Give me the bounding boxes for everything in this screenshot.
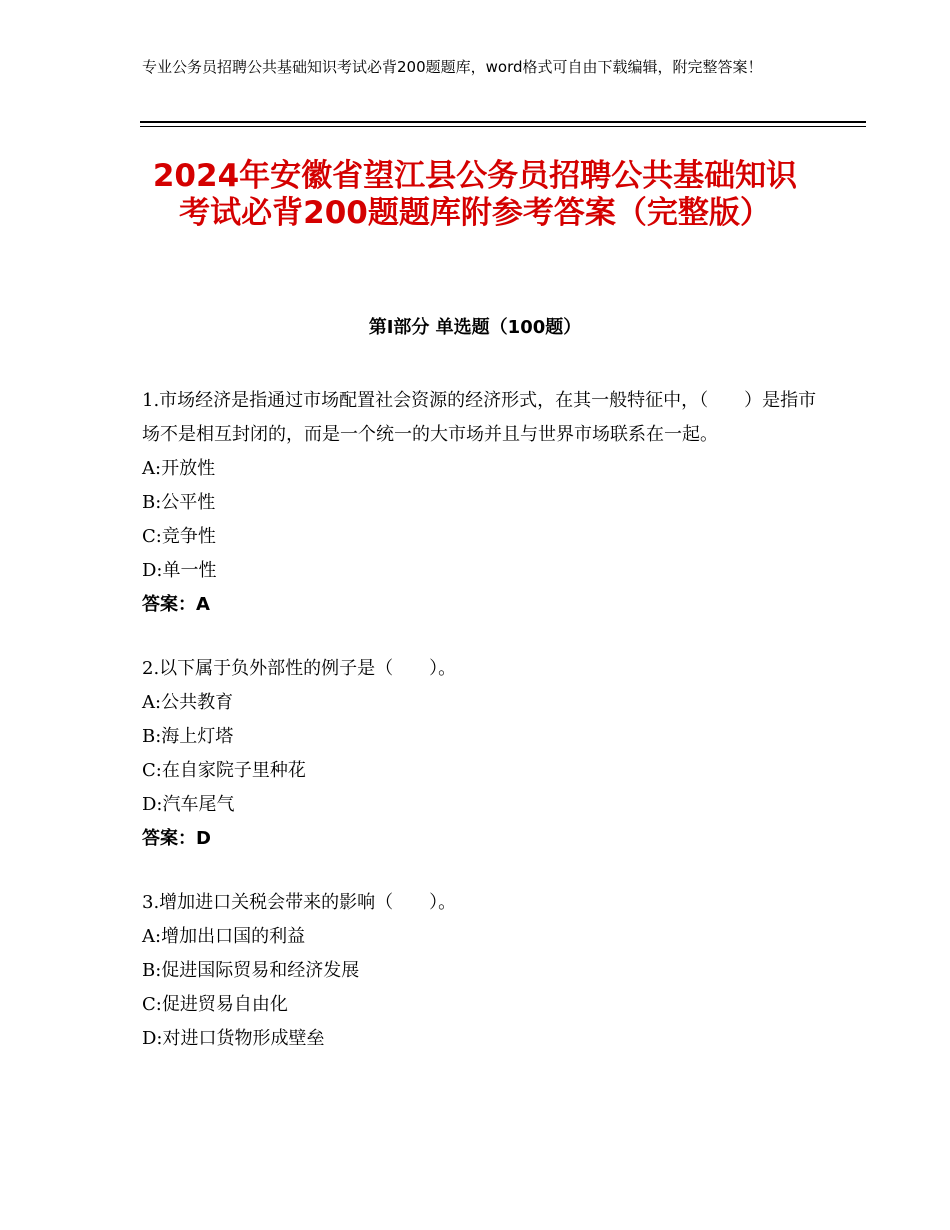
question-3 (142, 886, 822, 1056)
option-b: B:海上灯塔 (142, 726, 234, 747)
option-d: D:单一性 (142, 560, 217, 581)
header-divider-thin (140, 126, 866, 127)
option-c: C:竞争性 (142, 526, 216, 547)
option-c: C:促进贸易自由化 (142, 994, 288, 1015)
header-divider-thick (140, 121, 866, 123)
option-a: A:公共教育 (142, 692, 234, 713)
question-2 (142, 652, 822, 856)
question-text: 2.以下属于负外部性的例子是（ ）。 (142, 658, 457, 679)
option-d: D:对进口货物形成壁垒 (142, 1028, 325, 1049)
answer-label: 答案：A (142, 594, 210, 615)
document-title: 2024年安徽省望江县公务员招聘公共基础知识考试必背200题题库附参考答案（完整版） (152, 158, 798, 231)
question-text: 3.增加进口关税会带来的影响（ ）。 (142, 892, 457, 913)
section-title: 第Ⅰ部分 单选题（100题） (368, 317, 582, 338)
question-list (142, 384, 822, 1086)
option-b: B:促进国际贸易和经济发展 (142, 960, 360, 981)
option-d: D:汽车尾气 (142, 794, 235, 815)
header-note: 专业公务员招聘公共基础知识考试必背200题题库，word格式可自由下载编辑，附完整答案！ (142, 58, 763, 76)
option-a: A:开放性 (142, 458, 216, 479)
option-b: B:公平性 (142, 492, 216, 513)
question-text: 1.市场经济是指通过市场配置社会资源的经济形式，在其一般特征中，（ ）是指市场不是相互封闭的，而是一个统一的大市场并且与世界市场联系在一起。 (142, 390, 817, 445)
option-c: C:在自家院子里种花 (142, 760, 306, 781)
question-1 (142, 384, 822, 622)
option-a: A:增加出口国的利益 (142, 926, 306, 947)
answer-label: 答案：D (142, 828, 211, 849)
